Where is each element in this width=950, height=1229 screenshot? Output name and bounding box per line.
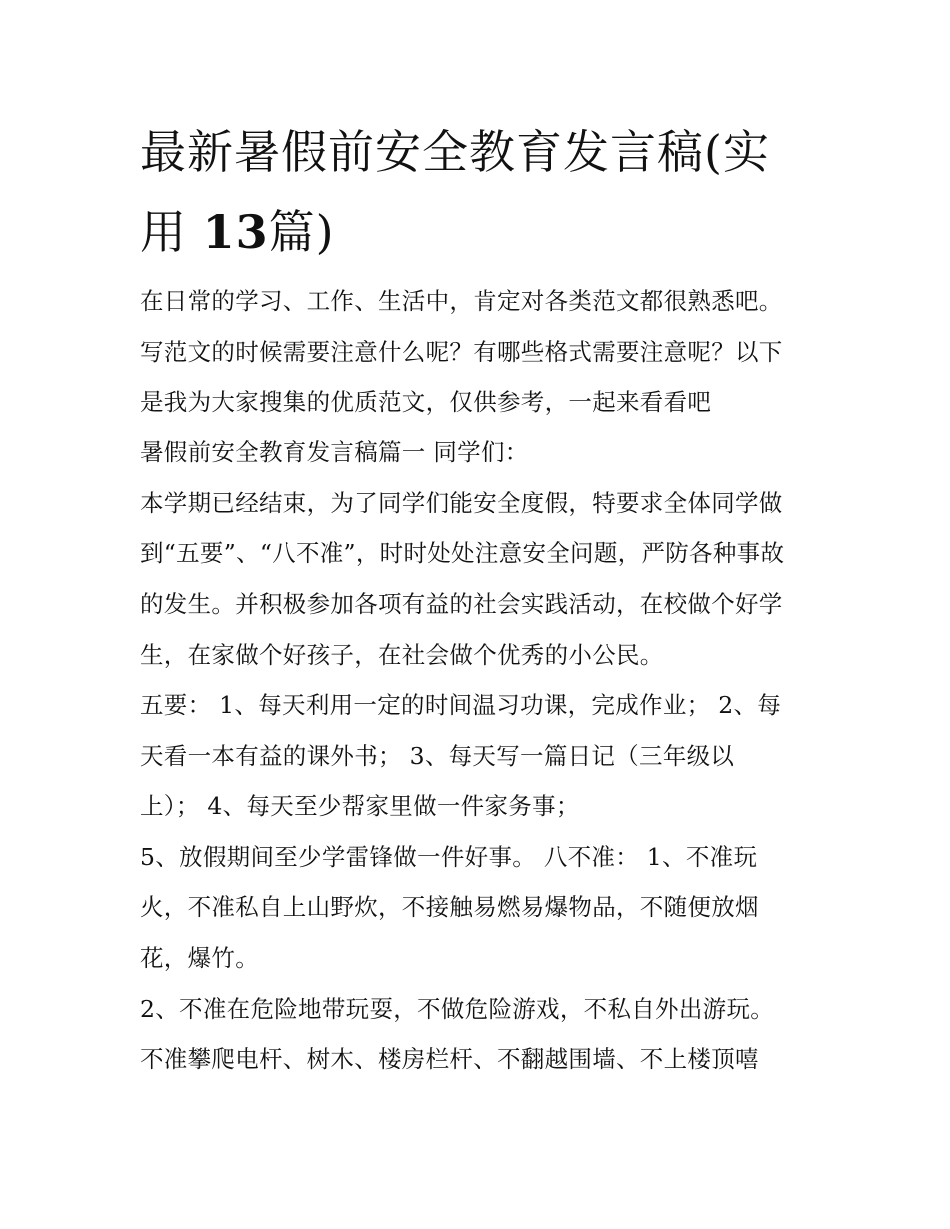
body-line: 到“五要”、“八不准”，时时处处注意安全问题，严防各种事故 (140, 539, 785, 567)
body-line: 2、不准在危险地带玩耍，不做危险游戏，不私自外出游玩。 (140, 995, 775, 1023)
body-line: 的发生。并积极参加各项有益的社会实践活动，在校做个好学 (140, 590, 783, 618)
body-line: 不准攀爬电杆、树木、楼房栏杆、不翻越围墙、不上楼顶嘻 (140, 1045, 759, 1073)
title-line-2-suffix: 篇) (268, 205, 335, 259)
body-line: 是我为大家搜集的优质范文，仅供参考，一起来看看吧 (140, 388, 712, 416)
body-line: 5、放假期间至少学雷锋做一件好事。 八不准： 1、不准玩 (140, 843, 758, 871)
body-line: 花，爆竹。 (140, 944, 259, 972)
body-line: 在日常的学习、工作、生活中，肯定对各类范文都很熟悉吧。 (140, 287, 783, 315)
body-line: 生，在家做个好孩子，在社会做个优秀的小公民。 (140, 641, 664, 669)
body-line: 本学期已经结束，为了同学们能安全度假，特要求全体同学做 (140, 489, 783, 517)
title-line-2-number: 13 (202, 205, 269, 259)
section-heading: 暑假前安全教育发言稿篇一 同学们： (140, 438, 529, 466)
document-title (140, 112, 820, 272)
title-line-2-prefix: 用 (140, 205, 187, 259)
body-line: 火，不准私自上山野炊，不接触易燃易爆物品，不随便放烟 (140, 893, 759, 921)
body-line: 天看一本有益的课外书； 3、每天写一篇日记（三年级以 (140, 742, 735, 770)
body-line: 写范文的时候需要注意什么呢？有哪些格式需要注意呢？以下 (140, 338, 783, 366)
body-line: 五要： 1、每天利用一定的时间温习功课，完成作业； 2、每 (140, 691, 782, 719)
body-line: 上）； 4、每天至少帮家里做一件家务事； (140, 792, 580, 820)
title-line-1: 最新暑假前安全教育发言稿(实 (140, 125, 770, 179)
